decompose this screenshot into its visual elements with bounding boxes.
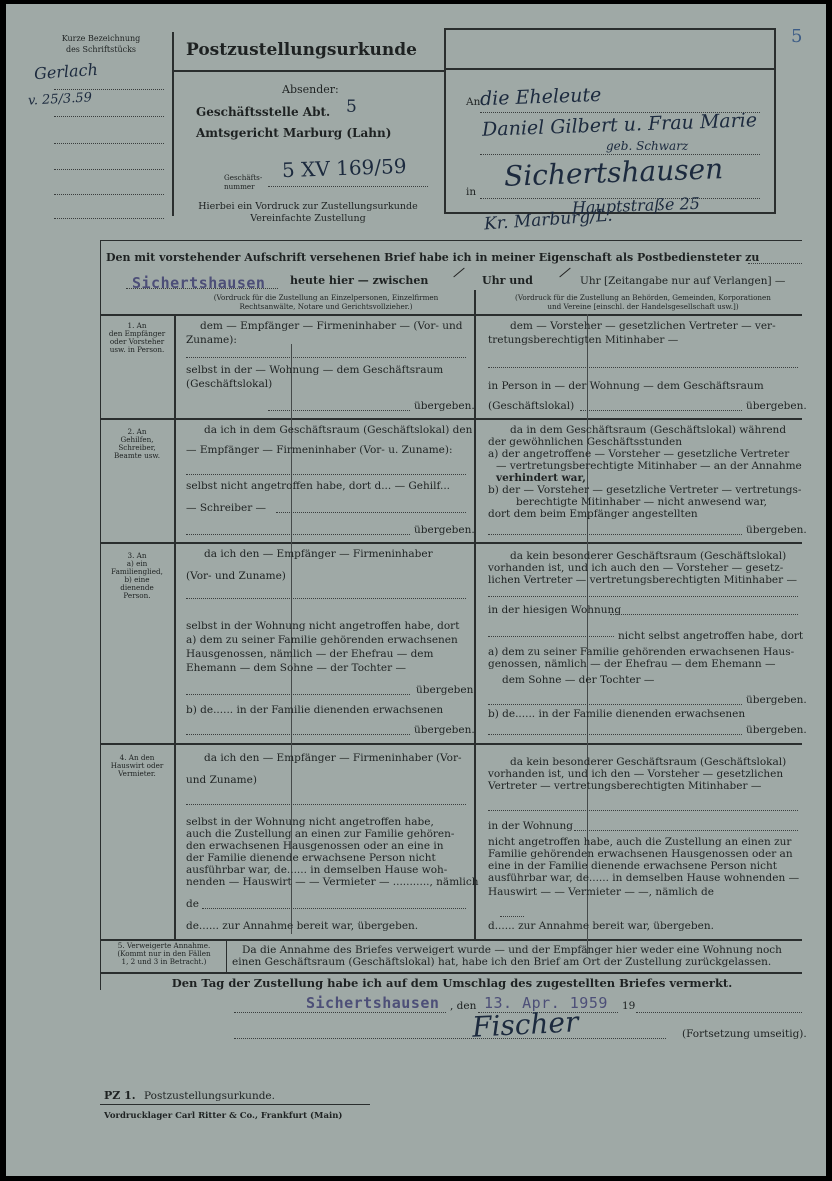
intro-line-2c: Uhr [Zeitangabe nur auf Verlangen] — <box>580 275 786 287</box>
s3-left-line-3: selbst in der Wohnung nicht angetroffen habe, dort <box>186 620 460 632</box>
s2-left-line-5: übergeben. <box>414 524 475 536</box>
recipient-district: Kr. Marburg/L. <box>483 205 614 235</box>
continuation-note: (Fortsetzung umseitig). <box>682 1028 807 1040</box>
s3-right-line-1: da kein besonderer Geschäftsraum (Geschäftslokal) <box>510 550 787 562</box>
recipient-line-1: die Eheleute <box>479 83 602 111</box>
recipient-city: Sichertshausen <box>503 152 724 193</box>
s2-right-line-5: verhindert war, <box>496 472 586 484</box>
s3-left-line-1: da ich den — Empfänger — Firmeninhaber <box>204 548 433 560</box>
s4-left-line-5: den erwachsenen Hausgenossen oder an eine in <box>186 840 444 852</box>
s2-left-line-2: — Empfänger — Firmeninhaber (Vor- u. Zuname): <box>186 444 453 456</box>
s4-right-line-2: vorhanden ist, und ich den — Vorsteher — gesetzlichen <box>488 768 784 780</box>
s2-right-line-3: a) der angetroffene — Vorsteher — gesetzliche Vertreter <box>488 448 790 460</box>
s2-right-line-8: dort dem beim Empfänger angestellten <box>488 508 698 520</box>
place-stamp: Sichertshausen <box>132 274 266 292</box>
sender-abt-number: 5 <box>346 97 357 117</box>
s3-right-line-6: a) dem zu seiner Familie gehörenden erwachsenen Haus- <box>488 646 795 658</box>
s5-line-1: Da die Annahme des Briefes verweigert wurde — und der Empfänger hier weder eine Wohnung noch <box>242 944 782 956</box>
publisher-line: Vordrucklager Carl Ritter & Co., Frankfurt (Main) <box>104 1111 343 1121</box>
s2-right-line-4: — vertretungsberechtigte Mitinhaber — an der Annahme <box>496 460 802 472</box>
file-number: 5 XV 169/59 <box>281 153 407 183</box>
s3-left-line-8: b) de...... in der Familie dienenden erwachsenen <box>186 704 444 716</box>
s1-right-line-4: (Geschäftslokal) <box>488 400 575 412</box>
s3-left-line-7: übergeben <box>416 684 474 696</box>
s1-right-line-2: tretungsberechtigten Mitinhaber — <box>488 334 679 346</box>
s1-left-line-4: (Geschäftslokal) <box>186 378 273 390</box>
recipient-in-label: in <box>466 186 477 198</box>
year-prefix: 19 <box>622 1000 636 1012</box>
s4-right-line-5: nicht angetroffen habe, auch die Zustellung an einen zur <box>488 836 792 848</box>
s4-right-line-9: Hauswirt — — Vermieter — —, nämlich de <box>488 886 714 898</box>
s4-right-line-4: in der Wohnung <box>488 820 573 832</box>
column-divider <box>474 290 476 940</box>
s2-right-line-1: da in dem Geschäftsraum (Geschäftslokal) während <box>510 424 787 436</box>
s2-left-line-1: da ich in dem Geschäftsraum (Geschäftslokal) den <box>204 424 473 436</box>
recipient-line-3: geb. Schwarz <box>606 139 689 153</box>
postman-signature: Fischer <box>471 1005 580 1044</box>
s1-right-line-1: dem — Vorsteher — gesetzlichen Vertreter — ver- <box>510 320 776 332</box>
recipient-an-label: An <box>466 96 481 108</box>
section-4-label: 4. An den Hauswirt oder Vermieter. <box>110 753 164 778</box>
right-column-note-1: (Vordruck für die Zustellung an Behörden, Gemeinden, Korporationen <box>515 293 771 302</box>
date-label: , den <box>450 1000 477 1012</box>
s2-right-line-2: der gewöhnlichen Geschäftsstunden <box>488 436 682 448</box>
left-column-note-2: Rechtsanwälte, Notare und Gerichtsvollzieher.) <box>239 302 413 311</box>
s4-left-line-10: de...... zur Annahme bereit war, übergeben. <box>186 920 419 932</box>
s1-right-line-3: in Person in — der Wohnung — dem Geschäftsraum <box>488 380 764 392</box>
short-description-label-2: des Schriftstücks <box>65 45 137 54</box>
s3-right-line-2: vorhanden ist, und ich auch den — Vorsteher — gesetz- <box>488 562 784 574</box>
intro-line-1: Den mit vorstehender Aufschrift versehenen Brief habe ich in meiner Eigenschaft als Postbediensteter zu <box>106 251 760 264</box>
enclosure-note-1: Hierbei ein Vordruck zur Zustellungsurkunde <box>198 201 418 212</box>
s1-left-line-5: übergeben. <box>414 400 475 412</box>
short-description-label-1: Kurze Bezeichnung <box>61 34 141 43</box>
s3-right-line-4: in der hiesigen Wohnung <box>488 604 622 616</box>
s4-left-line-4: auch die Zustellung an einen zur Familie gehören- <box>186 828 455 840</box>
file-number-label-2: nummer <box>224 182 255 191</box>
s4-left-line-6: der Familie dienende erwachsene Person nicht <box>186 852 436 864</box>
s2-right-line-6: b) der — Vorsteher — gesetzliche Vertreter — vertretungs- <box>488 484 802 496</box>
recipient-street: Hauptstraße 25 <box>571 193 701 218</box>
handwritten-note-date: v. 25/3.59 <box>27 90 93 109</box>
header-left-border <box>172 32 174 216</box>
right-column-note-2: und Vereine [einschl. der Handelsgesellschaft usw.]) <box>547 302 739 311</box>
section-5-label: 5. Verweigerte Annahme. (Kommt nur in den Fällen 1, 2 und 3 in Betracht.) <box>117 941 211 966</box>
s1-left-line-3: selbst in der — Wohnung — dem Geschäftsraum <box>186 364 444 376</box>
table-left-border <box>100 240 101 990</box>
section-2-label: 2. An Gehilfen, Schreiber, Beamte usw. <box>114 427 160 460</box>
file-number-label-1: Geschäfts- <box>224 173 263 182</box>
s4-right-line-6: Familie gehörenden erwachsenen Hausgenossen oder an <box>488 848 793 860</box>
s2-left-line-4: — Schreiber — <box>186 502 267 514</box>
s3-left-line-4: a) dem zu seiner Familie gehörenden erwachsenen <box>186 634 458 646</box>
recipient-line-2: Daniel Gilbert u. Frau Marie <box>481 109 758 141</box>
s4-right-line-10: d...... zur Annahme bereit war, übergeben. <box>488 920 714 932</box>
s4-left-line-7: ausführbar war, de...... in demselben Hause woh- <box>186 864 448 876</box>
s4-right-line-8: ausführbar war, de...... in demselben Hause wohnenden — <box>488 872 800 884</box>
s4-left-line-3: selbst in der Wohnung nicht angetroffen habe, <box>186 816 434 828</box>
s3-right-line-9: übergeben. <box>746 694 807 706</box>
s3-left-line-6: Ehemann — dem Sohne — der Tochter — <box>186 662 406 674</box>
s3-left-line-2: (Vor- und Zuname) <box>186 570 286 582</box>
s2-right-line-9: übergeben. <box>746 524 807 536</box>
s1-left-line-2: Zuname): <box>186 334 237 346</box>
s5-line-2: einen Geschäftsraum (Geschäftslokal) hat, habe ich den Brief am Ort der Zustellung zurückgelassen. <box>232 956 772 968</box>
s3-right-line-10: b) de...... in der Familie dienenden erwachsenen <box>488 708 746 720</box>
footer-place-stamp: Sichertshausen <box>306 994 440 1012</box>
s1-right-line-5: übergeben. <box>746 400 807 412</box>
s4-left-line-8: nenden — Hauswirt — — Vermieter — ..........., nämlich <box>186 876 479 888</box>
s3-right-line-3: lichen Vertreter — vertretungsberechtigten Mitinhaber — <box>488 574 797 586</box>
document-page <box>6 4 826 1176</box>
date-stamp: 13. Apr. 1959 <box>484 994 608 1012</box>
s4-right-line-7: eine in der Familie dienende erwachsene Person nicht <box>488 860 778 872</box>
s4-left-line-9: de <box>186 898 199 910</box>
left-column-note-1: (Vordruck für die Zustellung an Einzelpersonen, Einzelfirmen <box>213 293 439 302</box>
form-title: Postzustellungsurkunde <box>186 40 417 60</box>
s1-left-line-1: dem — Empfänger — Firmeninhaber — (Vor- und <box>200 320 463 332</box>
s3-right-line-5: nicht selbst angetroffen habe, dort <box>618 630 804 642</box>
s4-right-line-1: da kein besonderer Geschäftsraum (Geschäftslokal) <box>510 756 787 768</box>
sender-label: Absender: <box>282 83 339 96</box>
sender-office: Geschäftsstelle Abt. <box>196 105 331 119</box>
intro-line-2b: Uhr und <box>482 274 533 287</box>
intro-line-2a: heute hier — zwischen <box>290 274 429 287</box>
s2-right-line-7: berechtigte Mitinhaber — nicht anwesend war, <box>516 496 767 508</box>
section-3-label: 3. An a) ein Familienglied, b) eine dienende Person. <box>111 551 163 600</box>
s3-right-line-11: übergeben. <box>746 724 807 736</box>
s2-left-line-3: selbst nicht angetroffen habe, dort d... — Gehilf... <box>186 480 451 492</box>
sender-court: Amtsgericht Marburg (Lahn) <box>196 126 392 140</box>
form-name: Postzustellungsurkunde. <box>144 1090 275 1102</box>
delivery-statement: Den Tag der Zustellung habe ich auf dem Umschlag des zugestellten Briefes vermerkt. <box>171 976 733 990</box>
s3-left-line-5: Hausgenossen, nämlich — der Ehefrau — dem <box>186 648 434 660</box>
form-code: PZ 1. <box>104 1089 136 1102</box>
s3-right-line-7: genossen, nämlich — der Ehefrau — dem Ehemann — <box>488 658 776 670</box>
s3-left-line-9: übergeben. <box>414 724 475 736</box>
s4-right-line-3: Vertreter — vertretungsberechtigten Mitinhaber — <box>488 780 762 792</box>
s4-left-line-1: da ich den — Empfänger — Firmeninhaber (Vor- <box>204 752 462 764</box>
handwritten-note-name: Gerlach <box>33 59 99 84</box>
corner-number: 5 <box>791 26 803 47</box>
s3-right-line-8: dem Sohne — der Tochter — <box>502 674 655 686</box>
s4-left-line-2: und Zuname) <box>186 774 257 786</box>
enclosure-note-2: Vereinfachte Zustellung <box>250 213 366 224</box>
section-1-label: 1. An den Empfänger oder Vorsteher usw. in Person. <box>108 321 166 354</box>
label-column-border <box>174 314 176 940</box>
